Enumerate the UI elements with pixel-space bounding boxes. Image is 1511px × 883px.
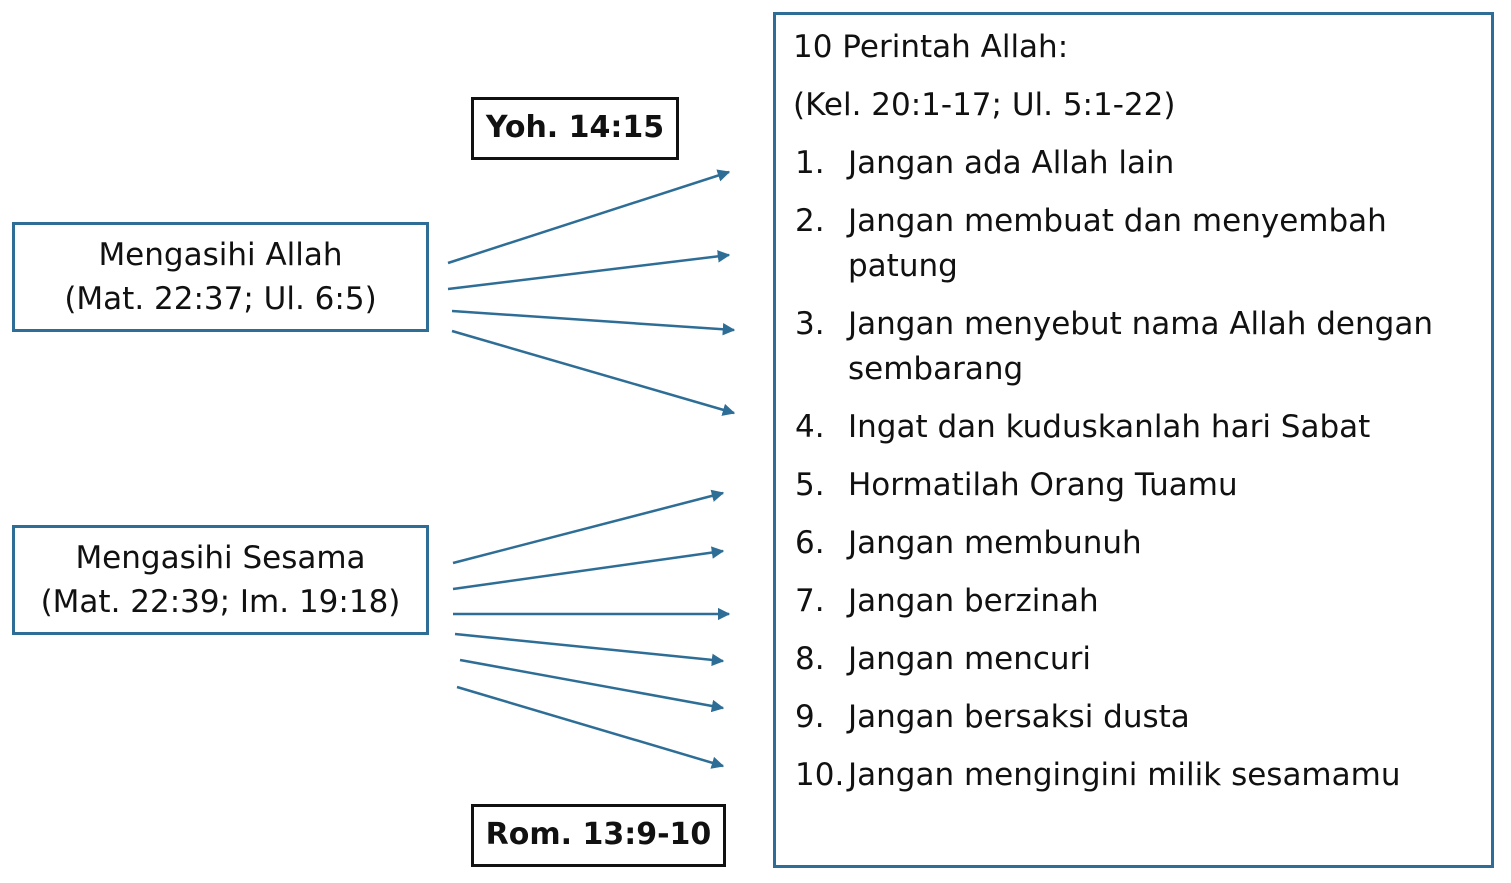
commandment-number: 2. xyxy=(795,203,825,239)
commandment-number: 1. xyxy=(795,145,825,181)
commandment-number: 3. xyxy=(795,306,825,342)
commandment-text: Hormatilah Orang Tuamu xyxy=(848,467,1238,503)
arrow-sesama-5 xyxy=(453,493,723,563)
arrow-allah-2 xyxy=(448,255,729,289)
commandment-text: Jangan mengingini milik sesamamu xyxy=(848,757,1401,793)
commandment-text-continued: sembarang xyxy=(848,351,1024,387)
commandment-text: Jangan menyebut nama Allah dengan xyxy=(848,306,1433,342)
arrow-sesama-10 xyxy=(457,687,723,766)
commandment-text: Ingat dan kuduskanlah hari Sabat xyxy=(848,409,1371,445)
reference-top-label: Yoh. 14:15 xyxy=(485,110,665,145)
commandment-text: Jangan membuat dan menyembah xyxy=(848,203,1387,239)
love-neighbor-reference: (Mat. 22:39; Im. 19:18) xyxy=(40,584,401,620)
commandment-number: 7. xyxy=(795,583,825,619)
reference-bottom-label: Rom. 13:9-10 xyxy=(485,817,712,852)
love-god-reference: (Mat. 22:37; Ul. 6:5) xyxy=(64,281,377,317)
commandment-number: 8. xyxy=(795,641,825,677)
love-god-box xyxy=(12,222,429,332)
commandment-text: Jangan berzinah xyxy=(848,583,1099,619)
commandment-number: 5. xyxy=(795,467,825,503)
commandments-title: 10 Perintah Allah: xyxy=(793,29,1069,65)
commandment-text: Jangan mencuri xyxy=(848,641,1091,677)
reference-top-box xyxy=(471,97,679,160)
commandment-text: Jangan bersaksi dusta xyxy=(848,699,1190,735)
love-neighbor-box xyxy=(12,525,429,635)
arrow-allah-3 xyxy=(452,311,734,330)
love-god-title: Mengasihi Allah xyxy=(98,237,343,273)
commandment-number: 9. xyxy=(795,699,825,735)
commandments-box xyxy=(773,12,1494,868)
commandment-text: Jangan ada Allah lain xyxy=(848,145,1175,181)
commandment-number: 10. xyxy=(795,757,845,793)
commandments-reference: (Kel. 20:1-17; Ul. 5:1-22) xyxy=(793,87,1176,123)
arrow-sesama-6 xyxy=(453,551,723,589)
commandment-number: 6. xyxy=(795,525,825,561)
arrow-allah-1 xyxy=(448,172,729,263)
commandment-text: Jangan membunuh xyxy=(848,525,1142,561)
arrow-allah-4 xyxy=(452,331,734,413)
commandment-text-continued: patung xyxy=(848,248,958,284)
commandment-number: 4. xyxy=(795,409,825,445)
arrow-sesama-8 xyxy=(455,634,723,661)
reference-bottom-box xyxy=(471,804,726,867)
love-neighbor-title: Mengasihi Sesama xyxy=(75,540,366,576)
